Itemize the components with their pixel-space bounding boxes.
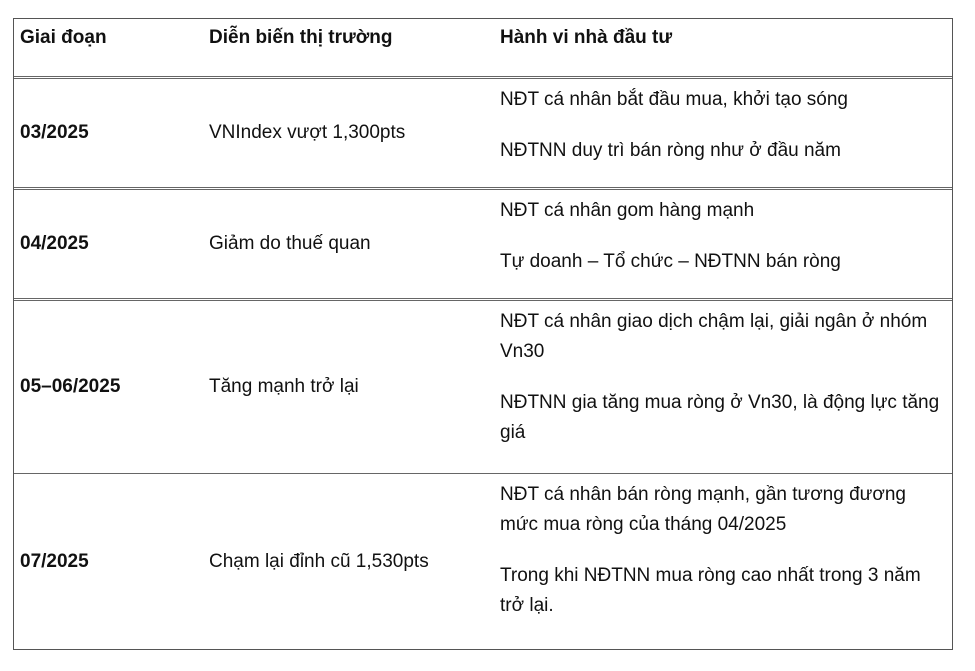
row-period: 04/2025 (20, 233, 89, 254)
investor-behavior-table (13, 18, 953, 650)
behavior-line: Trong khi NĐTNN mua ròng cao nhất trong 3 năm trở lại. (500, 565, 921, 616)
behavior-line: NĐTNN duy trì bán ròng như ở đầu năm (500, 140, 841, 161)
behavior-line: NĐT cá nhân bắt đầu mua, khởi tạo sóng (500, 89, 848, 110)
table-header-row (14, 19, 952, 79)
header-market: Diễn biến thị trường (209, 27, 393, 48)
behavior-line: NĐT cá nhân giao dịch chậm lại, giải ngân ở nhóm Vn30 (500, 311, 928, 362)
header-period: Giai đoạn (20, 27, 107, 48)
row-period: 03/2025 (20, 122, 89, 143)
row-behavior (494, 474, 952, 649)
table-row (14, 190, 952, 301)
row-market: Tăng mạnh trở lại (209, 376, 359, 397)
behavior-line: NĐT cá nhân gom hàng mạnh (500, 200, 755, 221)
behavior-line: Tự doanh – Tổ chức – NĐTNN bán ròng (500, 251, 841, 272)
row-market: Giảm do thuế quan (209, 233, 371, 254)
table-row (14, 301, 952, 474)
table-row (14, 79, 952, 190)
table-row (14, 474, 952, 649)
row-behavior (494, 190, 952, 298)
row-market: Chạm lại đỉnh cũ 1,530pts (209, 550, 429, 572)
row-behavior (494, 301, 952, 473)
row-period: 07/2025 (20, 550, 89, 572)
row-market: VNIndex vượt 1,300pts (209, 122, 406, 143)
row-behavior (494, 79, 952, 187)
row-period: 05–06/2025 (20, 376, 121, 397)
header-behavior: Hành vi nhà đầu tư (500, 27, 673, 48)
behavior-line: NĐTNN gia tăng mua ròng ở Vn30, là động lực tăng giá (500, 392, 940, 443)
behavior-line: NĐT cá nhân bán ròng mạnh, gần tương đương mức mua ròng của tháng 04/2025 (500, 484, 906, 535)
